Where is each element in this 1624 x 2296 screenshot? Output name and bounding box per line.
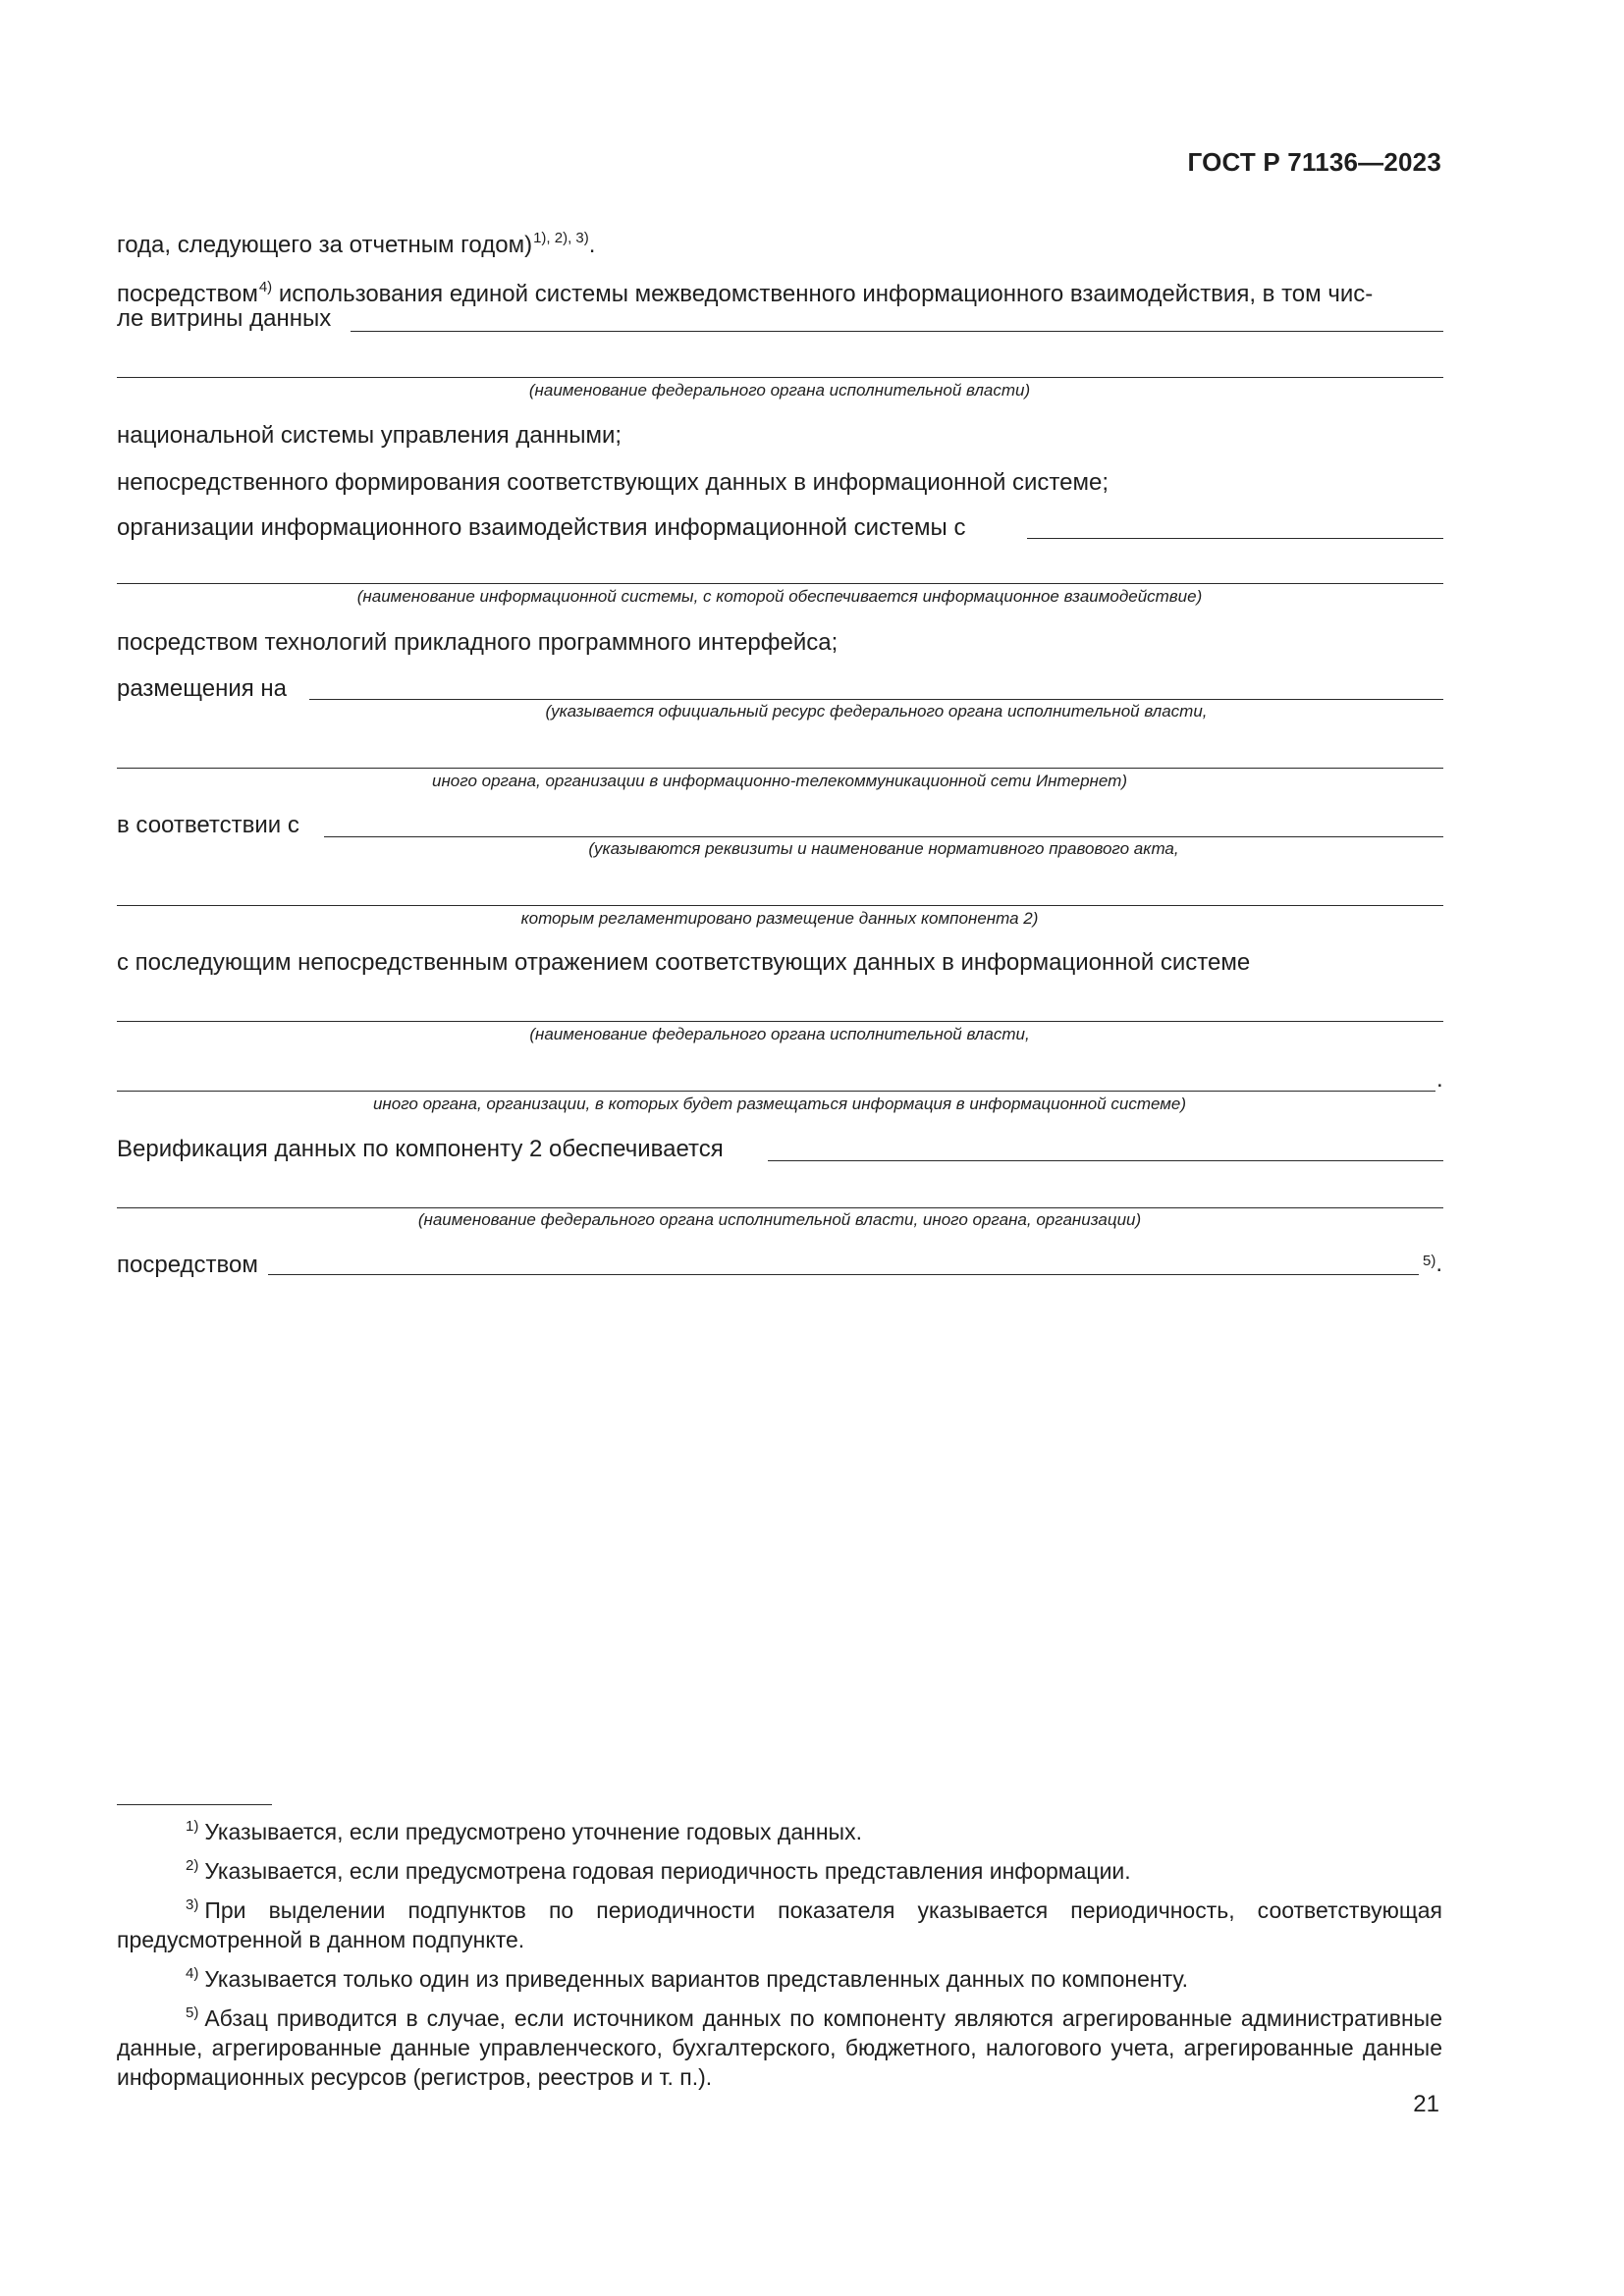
fill-line[interactable] [117,583,1443,584]
paragraph-means-line2: ле витрины данных [117,305,332,332]
field-caption: которым регламентировано размещение данных компонента 2) [520,909,1039,928]
fill-line[interactable] [268,1274,1419,1275]
footnote-number: 2) [186,1857,199,1874]
field-caption: (наименование федерального органа исполнительной власти) [528,381,1031,400]
paragraph-year [117,224,1442,260]
footnote-number: 5) [186,2004,199,2021]
paragraph-direct-formation: непосредственного формирования соответствующих данных в информационной системе; [117,469,1110,496]
fill-line[interactable] [117,1207,1443,1208]
paragraph-api: посредством технологий прикладного программного интерфейса; [117,629,839,656]
paragraph-interaction: организации информационного взаимодействия информационной системы с [117,514,966,541]
footnote-3 [117,1891,1442,1954]
paragraph-verification: Верификация данных по компоненту 2 обеспечивается [117,1136,724,1162]
text: года, следующего за отчетным годом) [117,232,533,258]
footnote-ref[interactable]: 4) [258,279,273,295]
footnote-2 [117,1851,1442,1886]
fill-line[interactable] [324,836,1443,837]
footnote-text: Абзац приводится в случае, если источником данных по компоненту являются агрегированные административные данные, агрегированные данные управленческого, бухгалтерского, бюджетного, налогового учета, агрегированные данные информационных ресурсов (регистров, реестров и т. п.). [117,2005,1442,2090]
field-caption: (наименование федерального органа исполнительной власти, иного органа, организации) [417,1210,1142,1229]
field-caption: (наименование информационной системы, с которой обеспечивается информационное взаимодействие) [356,587,1203,606]
text: . [588,232,596,258]
footnote-ref-5 [1422,1247,1461,1279]
field-caption: (наименование федерального органа исполнительной власти, [529,1025,1030,1043]
paragraph-reflection: с последующим непосредственным отражением соответствующих данных в информационной системе [117,949,1251,976]
paragraph-accordance: в соответствии с [117,812,299,838]
footnote-number: 4) [186,1965,199,1982]
fill-line[interactable] [117,768,1443,769]
document-id: ГОСТ Р 71136—2023 [1187,147,1441,177]
paragraph-national-system: национальной системы управления данными; [117,422,623,449]
field-caption: (указываются реквизиты и наименование нормативного правового акта, [588,839,1179,858]
fill-line[interactable] [117,905,1443,906]
fill-line[interactable] [351,331,1443,332]
footnote-text: Указывается, если предусмотрено уточнение годовых данных. [204,1819,862,1844]
footnote-5 [117,1999,1442,2092]
footnote-separator [117,1804,272,1805]
field-caption: (указывается официальный ресурс федерального органа исполнительной власти, [545,702,1208,721]
text: . [1435,1251,1443,1277]
footnote-number: 3) [186,1896,199,1913]
period: . [1436,1066,1443,1093]
field-caption: иного органа, организации в информационно-телекоммуникационной сети Интернет) [432,772,1127,790]
fill-line[interactable] [117,377,1443,378]
text: использования единой системы межведомственного информационного взаимодействия, в том чис- [272,281,1374,307]
fill-line[interactable] [117,1021,1443,1022]
footnote-ref[interactable]: 5) [1423,1253,1436,1269]
footnote-1 [117,1812,1442,1846]
page-number: 21 [1413,2091,1439,2117]
fill-line[interactable] [309,699,1443,700]
text: посредством [117,281,258,307]
footnote-text: Указывается, если предусмотрена годовая периодичность представления информации. [204,1858,1131,1884]
footnote-text: При выделении подпунктов по периодичности показателя указывается периодичность, соответствующая предусмотренной в данном подпункте. [117,1897,1442,1952]
fill-line[interactable] [117,1091,1435,1092]
paragraph-placement: размещения на [117,675,288,702]
footnote-text: Указывается только один из приведенных вариантов представленных данных по компоненту. [204,1966,1189,1992]
paragraph-via: посредством [117,1252,258,1278]
field-caption: иного органа, организации, в которых будет размещаться информация в информационной системе) [372,1095,1187,1113]
fill-line[interactable] [1027,538,1443,539]
footnote-ref[interactable]: 1), 2), 3) [533,230,589,246]
footnote-4 [117,1959,1442,1994]
fill-line[interactable] [768,1160,1443,1161]
footnote-number: 1) [186,1818,199,1835]
